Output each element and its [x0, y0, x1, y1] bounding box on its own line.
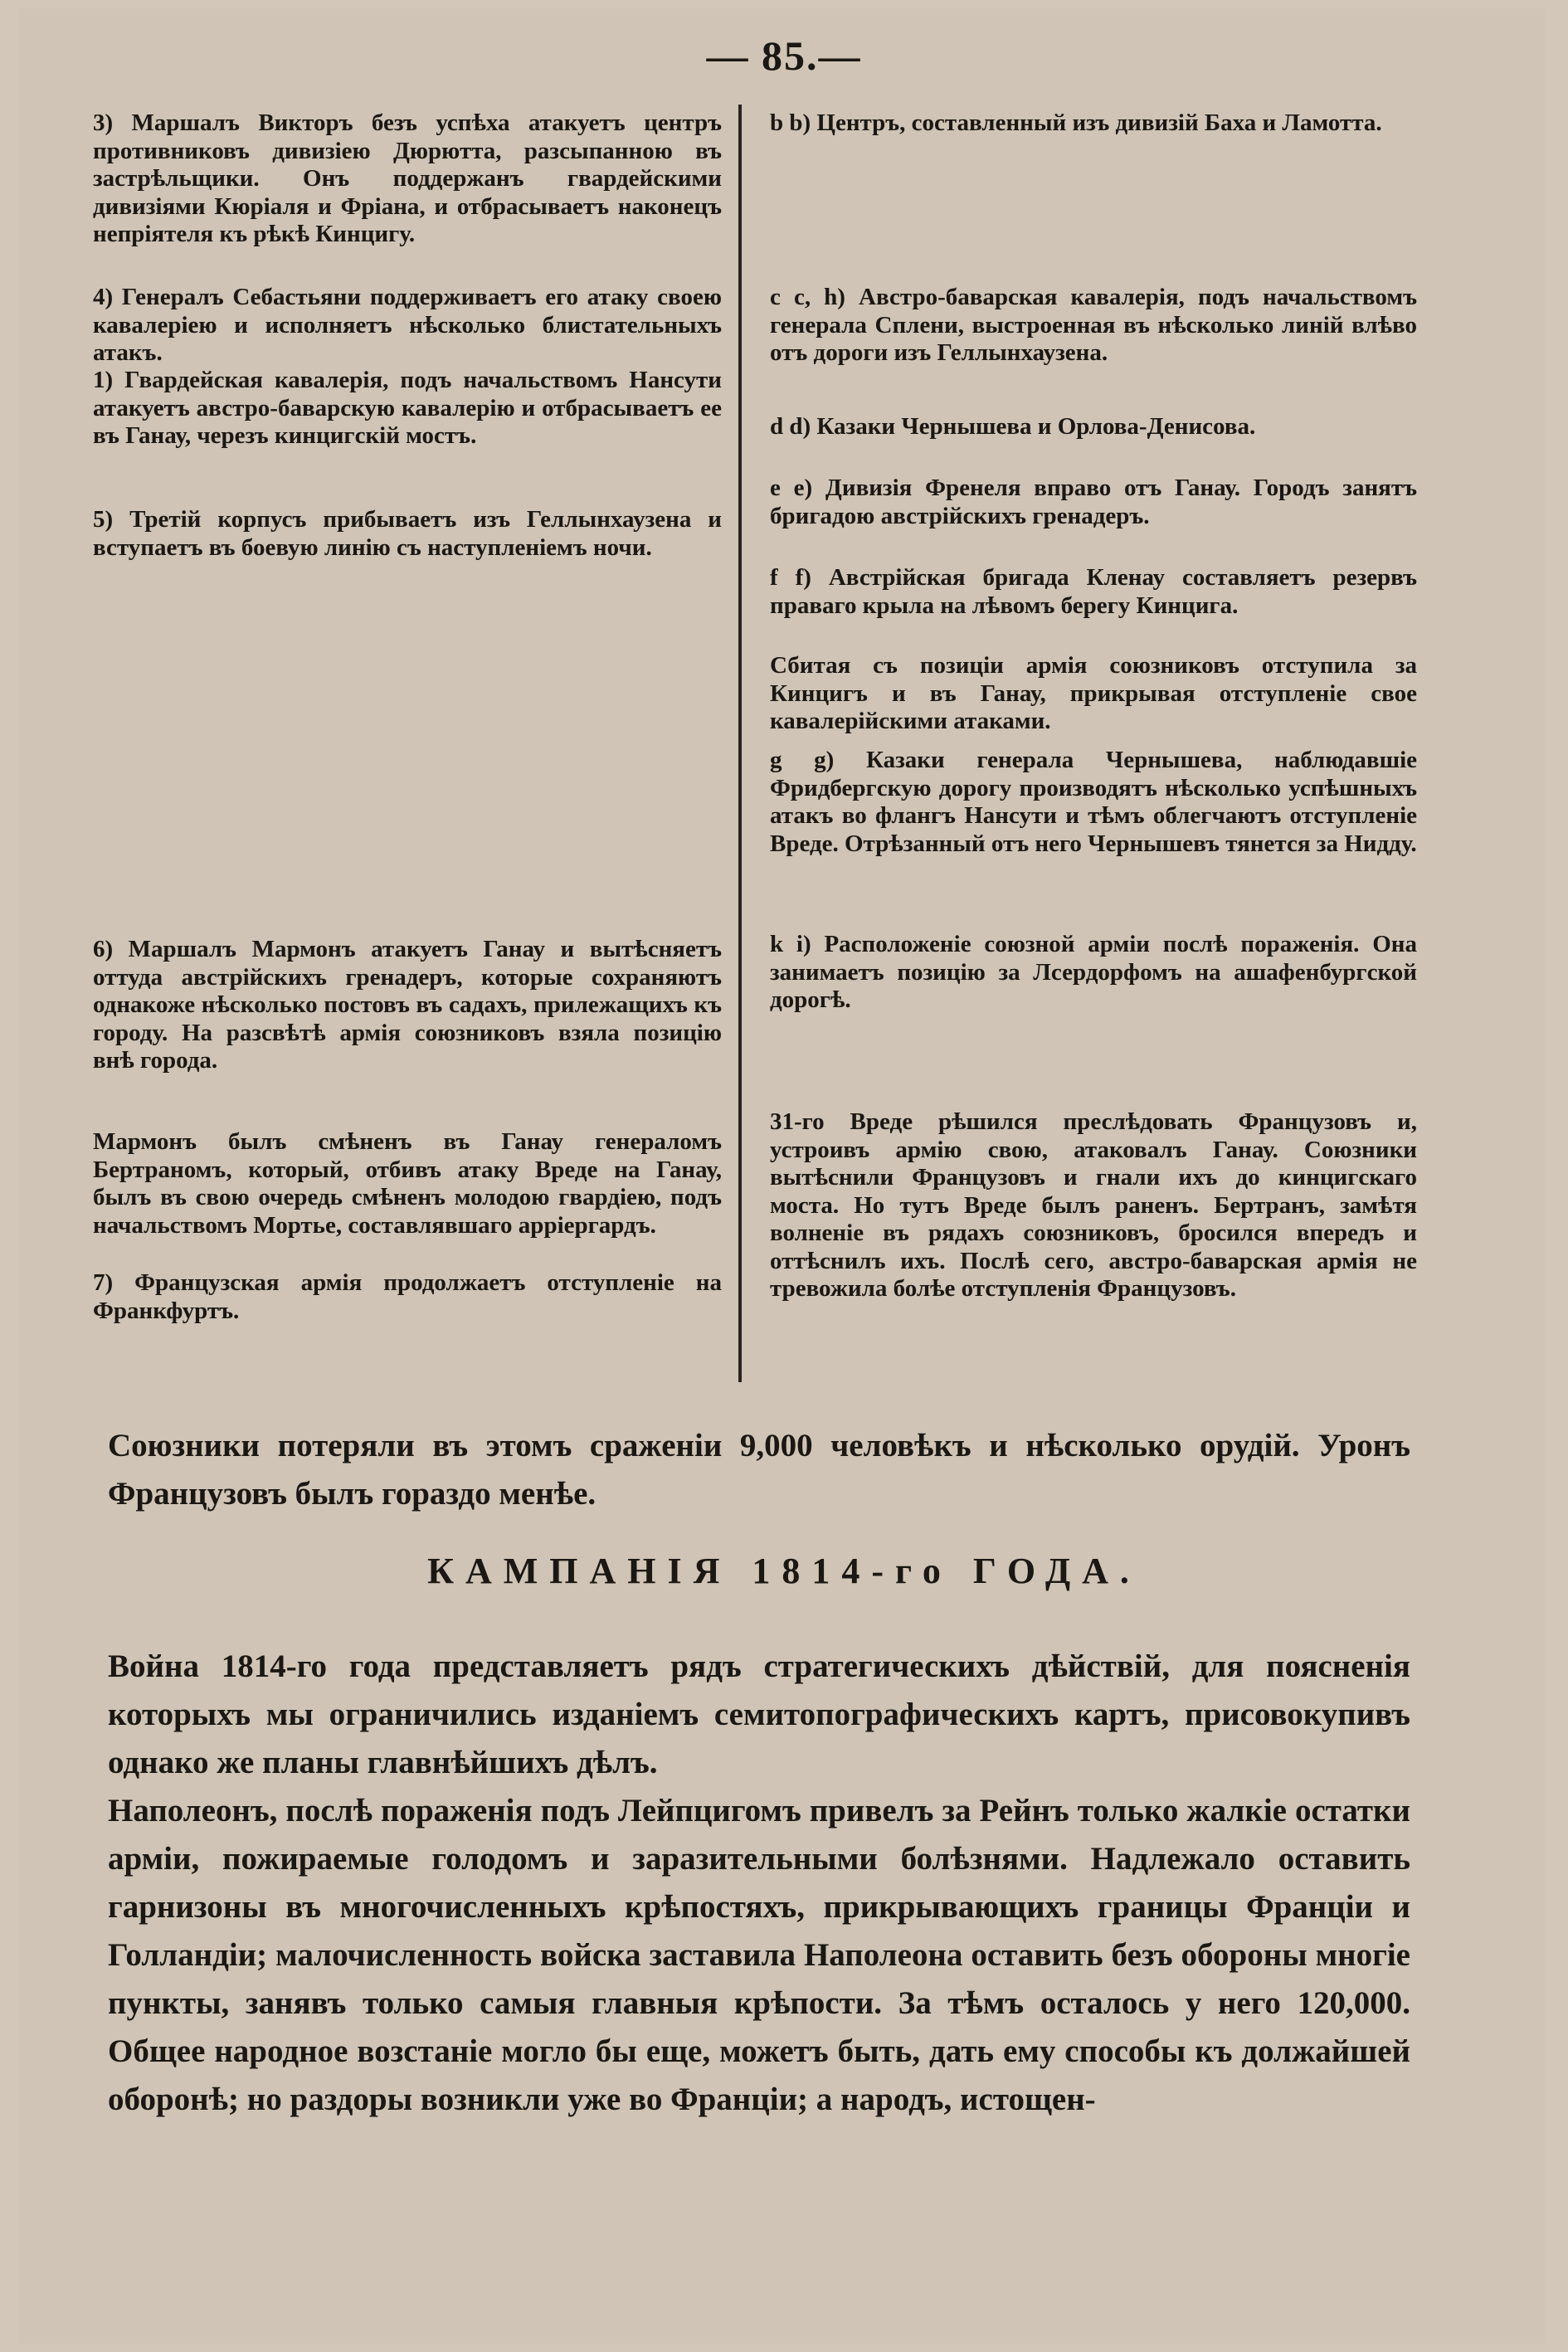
- right-paragraph-6: Сбитая съ позиціи армія союзниковъ отступила за Кинцигъ и въ Ганау, прикрывая отступленіе свое кавалерійскими атаками.: [770, 652, 1417, 734]
- right-paragraph-9: 31-го Вреде рѣшился преслѣдовать Французовъ и, устроивъ армію свою, атаковалъ Ганау. Союзники вытѣснили Французовъ и гнали ихъ до кинцигскаго моста. Но тутъ Вреде былъ раненъ. Бертранъ, замѣтя волненіе въ рядахъ союзниковъ, бросился впередъ и оттѣснилъ ихъ. Послѣ сего, австро-баварская армія не тревожила болѣе отступленія Французовъ.: [770, 1108, 1417, 1302]
- column-divider: [738, 105, 742, 1382]
- body-paragraph-1: Война 1814-го года представляетъ рядъ стратегическихъ дѣйствій, для поясненія которыхъ мы ограничились изданіемъ семитопографическихъ картъ, присовокупивъ однако же планы главнѣйшихъ дѣлъ.: [108, 1648, 1410, 1780]
- left-paragraph-7: 7) Французская армія продолжаетъ отступленіе на Франкфуртъ.: [93, 1269, 722, 1324]
- right-paragraph-5: f f) Австрійская бригада Кленау составляетъ резервъ праваго крыла на лѣвомъ берегу Кинцига.: [770, 564, 1417, 619]
- section-title: КАМПАНІЯ 1814-го ГОДА.: [427, 1551, 1141, 1591]
- body-paragraph-2: Наполеонъ, послѣ пораженія подъ Лейпцигомъ привелъ за Рейнъ только жалкіе остатки арміи, пожираемые голодомъ и заразительными болѣзнями. Надлежало оставить гарнизоны въ многочисленныхъ крѣпостяхъ, прикрывающихъ границы Франціи и Голландіи; малочисленность войска заставила Наполеона оставить безъ обороны многіе пункты, занявъ только самыя главныя крѣпости. За тѣмъ осталось у него 120,000. Общее народное возстаніе могло бы еще, можетъ быть, дать ему способы къ должайшей оборонѣ; но раздоры возникли уже во Франціи; а народъ, истощен-: [108, 1793, 1410, 2117]
- left-paragraph-4: 5) Третій корпусъ прибываетъ изъ Геллынхаузена и вступаетъ въ боевую линію съ наступленіемъ ночи.: [93, 506, 722, 561]
- right-paragraph-3: d d) Казаки Чернышева и Орлова-Денисова.: [770, 413, 1256, 440]
- left-paragraph-2: 4) Генералъ Себастьяни поддерживаетъ его атаку своею кавалеріею и исполняетъ нѣсколько блистательныхъ атакъ.: [93, 284, 722, 366]
- left-paragraph-6: Мармонъ былъ смѣненъ въ Ганау генераломъ Бертраномъ, который, отбивъ атаку Вреде на Ганау, былъ въ свою очередь смѣненъ молодою гвардіею, подъ начальствомъ Мортье, составлявшаго арріергардъ.: [93, 1128, 722, 1239]
- page-number: — 85.—: [706, 32, 862, 79]
- right-paragraph-4: e e) Дивизія Френеля вправо отъ Ганау. Городъ занятъ бригадою австрійскихъ гренадеръ.: [770, 475, 1417, 529]
- right-paragraph-2: c c, h) Австро-баварская кавалерія, подъ начальствомъ генерала Сплени, выстроенная въ нѣсколько линій влѣво отъ дороги изъ Геллынхаузена.: [770, 284, 1417, 366]
- left-paragraph-1: 3) Маршалъ Викторъ безъ успѣха атакуетъ центръ противниковъ дивизіею Дюрютта, разсыпанною въ застрѣльщики. Онъ поддержанъ гвардейскими дивизіями Кюріаля и Фріана, и отбрасываетъ наконецъ непріятеля къ рѣкѣ Кинцигу.: [93, 110, 722, 247]
- summary-paragraph: Союзники потеряли въ этомъ сраженіи 9,000 человѣкъ и нѣсколько орудій. Уронъ Французовъ былъ гораздо менѣе.: [108, 1428, 1410, 1512]
- right-paragraph-7: g g) Казаки генерала Чернышева, наблюдавшіе Фридбергскую дорогу производятъ нѣсколько успѣшныхъ атакъ во флангъ Нансути и тѣмъ облегчаютъ отступленіе Вреде. Отрѣзанный отъ него Чернышевъ тянется за Нидду.: [770, 747, 1417, 857]
- left-paragraph-3: 1) Гвардейская кавалерія, подъ начальствомъ Нансути атакуетъ австро-баварскую кавалерію и отбрасываетъ ее въ Ганау, черезъ кинцигскій мостъ.: [93, 367, 722, 449]
- right-paragraph-8: k i) Расположеніе союзной арміи послѣ пораженія. Она занимаетъ позицію за Лсердорфомъ на ашафенбургской дорогѣ.: [770, 931, 1417, 1013]
- left-paragraph-5: 6) Маршалъ Мармонъ атакуетъ Ганау и вытѣсняетъ оттуда австрійскихъ гренадеръ, которые сохраняютъ однакоже нѣсколько постовъ въ садахъ, прилежащихъ къ городу. На разсвѣтѣ армія союзниковъ взяла позицію внѣ города.: [93, 936, 722, 1074]
- right-paragraph-1: b b) Центръ, составленный изъ дивизій Баха и Ламотта.: [770, 110, 1382, 136]
